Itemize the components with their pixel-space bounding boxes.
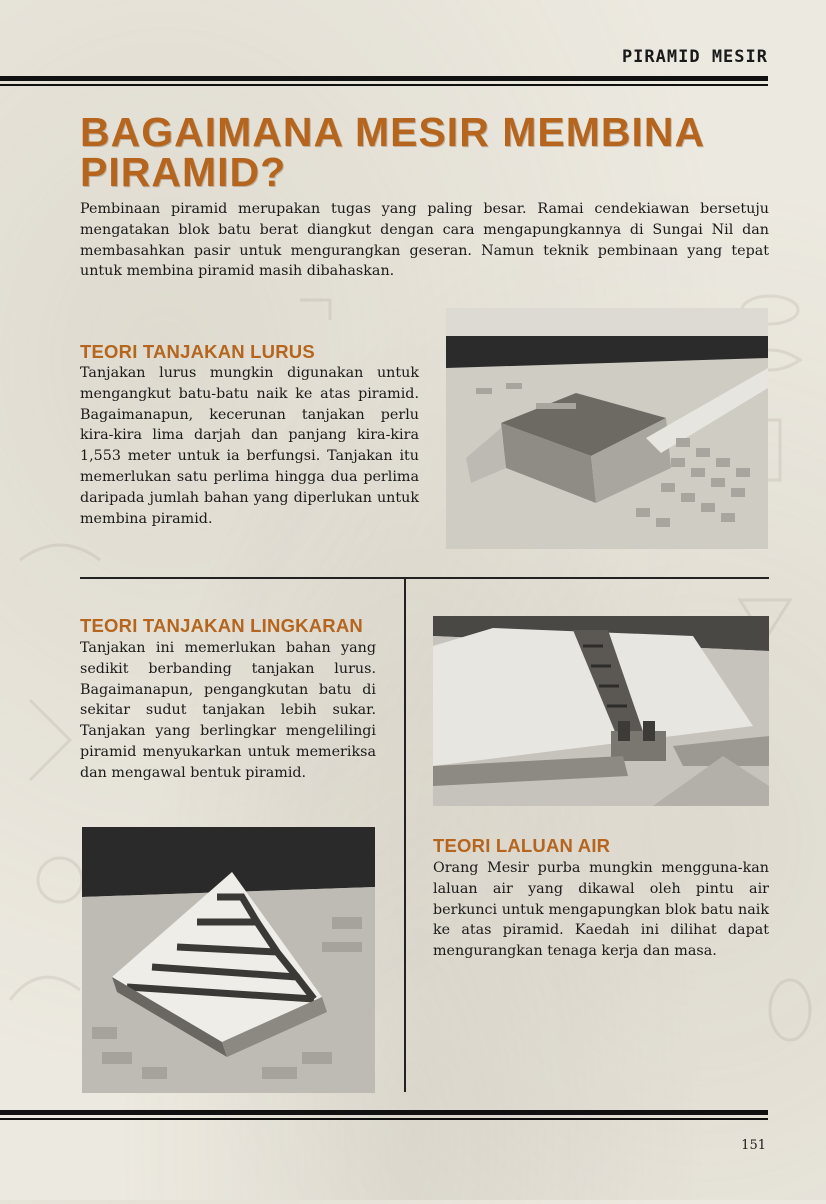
intro-paragraph: Pembinaan piramid merupakan tugas yang paling besar. Ramai cendekiawan bersetuju mengatakan blok batu berat diangkut dengan cara mengapungkannya di Sungai Nil dan membasahkan pasir untuk mengurangkan geseran. Namun teknik pembinaan yang tepat untuk membina piramid masih dibahaskan. (80, 201, 769, 280)
spiral-ramp-illustration (82, 827, 375, 1093)
horizontal-divider (80, 577, 769, 579)
vertical-divider (404, 578, 406, 1092)
section-text-spiral-ramp: Tanjakan ini memerlukan bahan yang sedikit berbanding tanjakan lurus. Bagaimanapun, pengangkutan batu di sekitar sudut tanjakan lebih sukar. Tanjakan yang berlingkar mengelilingi piramid menyukarkan untuk memeriksa dan mengawal bentuk piramid. (80, 640, 376, 781)
section-text-waterway: Orang Mesir purba mungkin mengguna-kan laluan air yang dikawal oleh pintu air berkunci untuk mengapungkan blok batu naik ke atas piramid. Kaedah ini dilihat dapat mengurangkan tenaga kerja dan masa. (433, 860, 769, 960)
page-title: BAGAIMANA MESIR MEMBINA PIRAMID? (80, 109, 704, 195)
page-number: 151 (741, 1138, 766, 1153)
section-text-straight-ramp: Tanjakan lurus mungkin digunakan untuk mengangkut batu-batu naik ke atas piramid. Bagaimanapun, kecerunan tanjakan perlu kira-kira lima darjah dan panjang kira-kira 1,553 meter untuk ia berfungsi. Tanjakan itu memerlukan satu perlima hingga dua perlima daripada jumlah bahan yang diperlukan untuk membina piramid. (80, 365, 419, 527)
footer-rule-thin (0, 1118, 768, 1120)
straight-ramp-illustration (446, 308, 768, 549)
section-title-spiral-ramp: TEORI TANJAKAN LINGKARAN (80, 615, 363, 636)
section-title-waterway: TEORI LALUAN AIR (433, 835, 611, 856)
header-rule-thick (0, 76, 768, 81)
waterway-illustration (433, 616, 769, 806)
footer-rule-thick (0, 1110, 768, 1115)
section-title-straight-ramp: TEORI TANJAKAN LURUS (80, 341, 315, 362)
running-header: PIRAMID MESIR (621, 47, 768, 67)
header-rule-thin (0, 84, 768, 86)
